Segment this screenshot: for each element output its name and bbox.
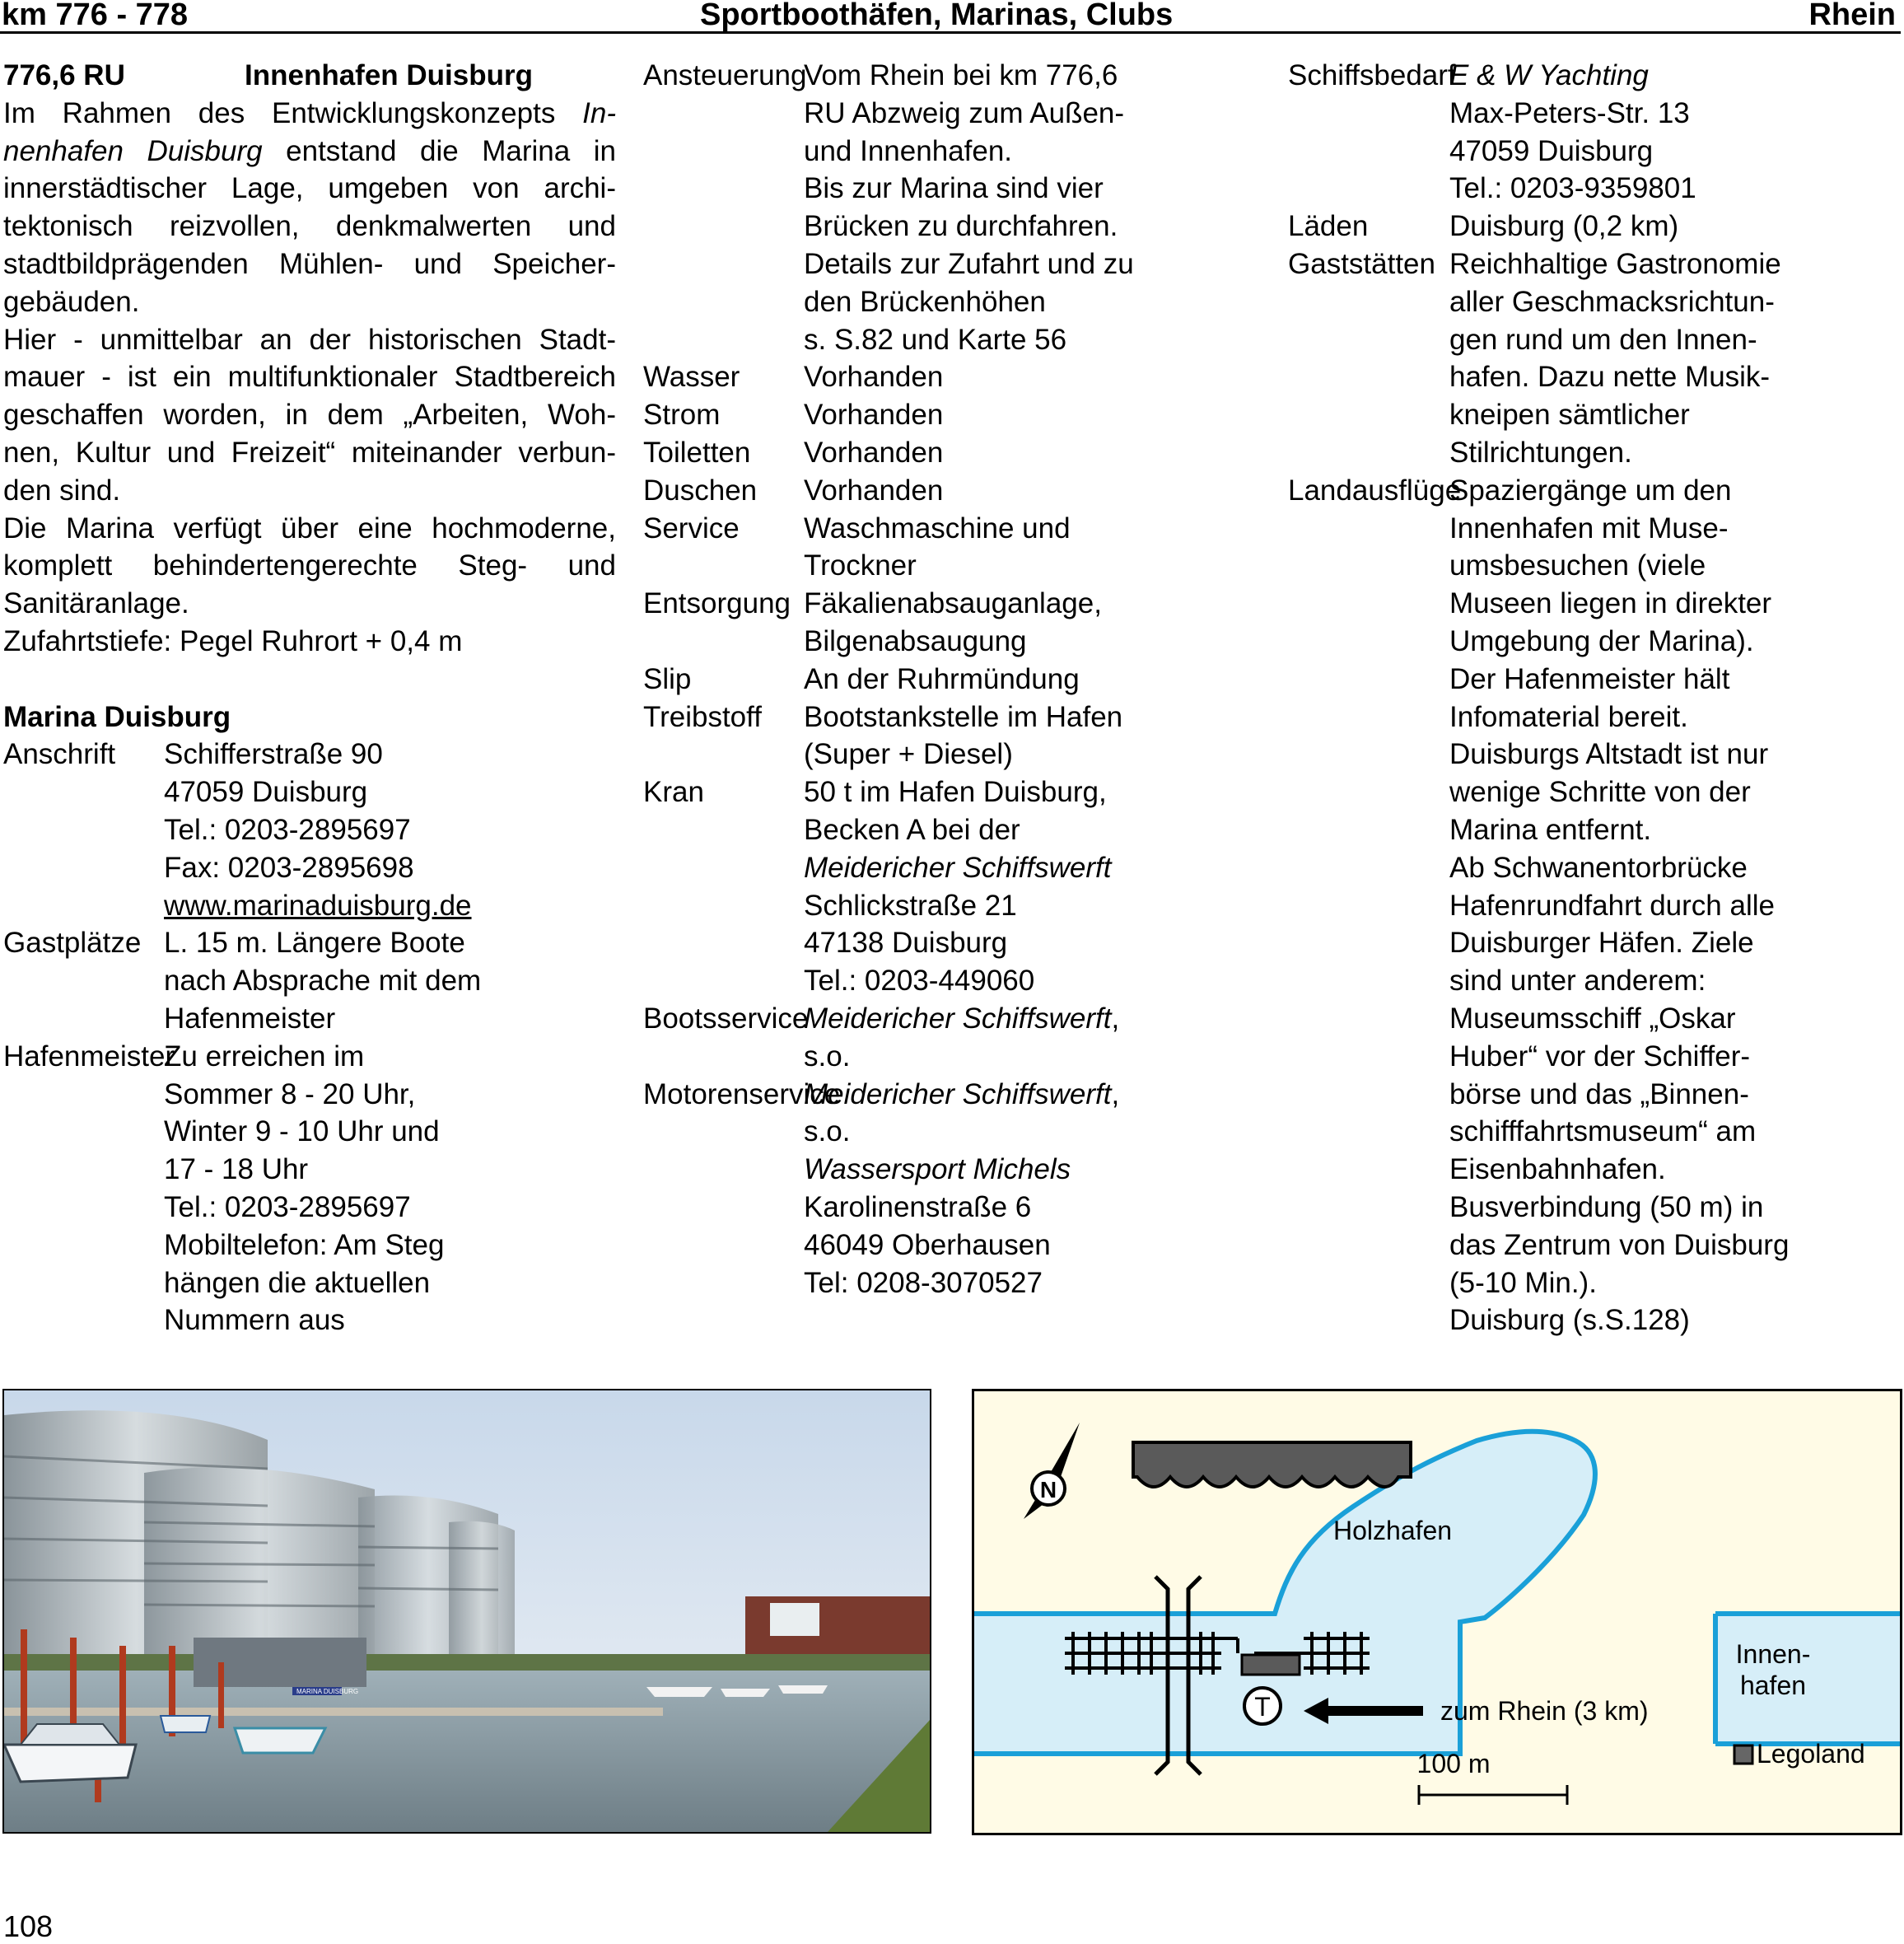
- distant-building: [770, 1603, 819, 1636]
- warehouse-building: [1133, 1442, 1411, 1487]
- value-line: [804, 245, 1134, 283]
- value-text: Vom Rhein bei km 776,6: [804, 59, 1118, 91]
- intro-line: [3, 585, 616, 623]
- office-building-4: [449, 1521, 515, 1662]
- text-run: geschaffen worden, in dem „Arbeiten, Woh-: [3, 399, 616, 432]
- intro-line: [3, 95, 616, 133]
- value-text: Spaziergänge um den: [1449, 474, 1732, 507]
- value-line: [164, 1301, 444, 1339]
- facility-row: [643, 57, 1253, 358]
- facility-label: Slip: [643, 662, 692, 695]
- value-text: schifffahrtsmuseum“ am: [1449, 1115, 1757, 1148]
- value-text: Schlickstraße 21: [804, 889, 1017, 922]
- value-text: E & W Yachting: [1449, 59, 1649, 91]
- value-text: s. S.82 und Karte 56: [804, 323, 1067, 356]
- column-3: [1288, 57, 1904, 1339]
- value-text: Innenhafen mit Muse-: [1449, 512, 1729, 544]
- value-text: Brücken zu durchfahren.: [804, 210, 1118, 243]
- intro-line: [3, 170, 616, 208]
- text-run: Im Rahmen des Entwicklungskonzepts: [3, 96, 583, 129]
- service-label: Gaststätten: [1288, 247, 1435, 280]
- value-line: [804, 661, 1080, 699]
- intro-line: [3, 321, 616, 359]
- value-text: Tel: 0208-3070527: [804, 1266, 1043, 1299]
- value-line: [164, 1113, 444, 1151]
- value-text: Mobiltelefon: Am Steg: [164, 1228, 445, 1261]
- value-line: [804, 962, 1111, 1000]
- value-line: [1449, 95, 1696, 133]
- marina-sign: MARINA DUISBURG: [296, 1688, 359, 1695]
- value-line: [1449, 1227, 1789, 1264]
- value-line: [804, 773, 1111, 811]
- facility-value: [804, 434, 943, 472]
- value-text: Fax: 0203-2895698: [164, 851, 414, 884]
- value-line: [804, 283, 1134, 321]
- value-line: [804, 1076, 1119, 1114]
- facility-row: [643, 510, 1253, 586]
- marina-detail-row: [3, 1038, 616, 1339]
- value-text: Waschmaschine und: [804, 512, 1071, 544]
- value-text: Meidericher Schiffswerft: [804, 1002, 1112, 1035]
- value-line: [804, 547, 1071, 585]
- value-text: s.o.: [804, 1115, 851, 1148]
- value-line: [1449, 472, 1789, 510]
- service-value: [1449, 57, 1696, 208]
- value-line: [164, 1000, 481, 1038]
- pontoon: [4, 1708, 663, 1716]
- value-text: Trockner: [804, 549, 917, 582]
- value-line: [164, 1151, 444, 1189]
- value-text: aller Geschmacksrichtun-: [1449, 285, 1775, 318]
- value-text: Hafenmeister: [164, 1002, 336, 1035]
- marina-title: Innenhafen Duisburg: [245, 59, 533, 91]
- harbour-map: [972, 1389, 1902, 1835]
- value-text: Bilgenabsaugung: [804, 624, 1027, 657]
- value-text: 46049 Oberhausen: [804, 1228, 1051, 1261]
- column-2: [643, 57, 1253, 1301]
- value-text: Duisburger Häfen. Ziele: [1449, 927, 1754, 960]
- value-line: [1449, 283, 1781, 321]
- text-run: gebäuden.: [3, 285, 140, 318]
- value-text: Wassersport Michels: [804, 1153, 1071, 1186]
- intro-line: [3, 358, 616, 396]
- value-text: (Super + Diesel): [804, 738, 1013, 771]
- header-river: Rhein: [1808, 0, 1896, 32]
- intro-line: [3, 434, 616, 472]
- facility-row: [643, 661, 1253, 699]
- marina-detail-value: [164, 1038, 444, 1339]
- value-suffix: ,: [1111, 1002, 1120, 1035]
- value-text: Details zur Zufahrt und zu: [804, 247, 1134, 280]
- value-line: [164, 736, 472, 773]
- facility-value: [804, 699, 1122, 774]
- value-line: [1449, 1000, 1789, 1038]
- value-text: Tel.: 0203-449060: [804, 965, 1035, 998]
- value-line: [1449, 57, 1696, 95]
- value-text: das Zentrum von Duisburg: [1449, 1228, 1790, 1261]
- text-run: Sanitäranlage.: [3, 587, 189, 620]
- facility-label: Wasser: [643, 361, 740, 394]
- marina-detail-label: Anschrift: [3, 738, 116, 771]
- value-line: [804, 736, 1122, 773]
- value-text: Umgebung der Marina).: [1449, 624, 1754, 657]
- marina-detail-row: [3, 924, 616, 1037]
- intro-line: [3, 547, 616, 585]
- value-line: [1449, 358, 1781, 396]
- text-run: innerstädtischer Lage, umgeben von archi-: [3, 172, 616, 205]
- value-line: [164, 811, 472, 849]
- value-text: Duisburg (0,2 km): [1449, 210, 1679, 243]
- value-line: [1449, 661, 1789, 699]
- value-text: 47059 Duisburg: [1449, 134, 1654, 167]
- value-line: [1449, 434, 1781, 472]
- value-line: [164, 1076, 444, 1114]
- value-line: [1449, 849, 1789, 887]
- value-line: [804, 849, 1111, 887]
- km-marker: 776,6 RU: [3, 59, 125, 91]
- value-text: An der Ruhrmündung: [804, 662, 1080, 695]
- value-text: s.o.: [804, 1040, 851, 1072]
- facility-label: Motorenservice: [643, 1077, 841, 1110]
- value-line: [1449, 1301, 1789, 1339]
- value-text: Reichhaltige Gastronomie: [1449, 247, 1781, 280]
- value-line: [804, 95, 1134, 133]
- value-text: hafen. Dazu nette Musik-: [1449, 361, 1771, 394]
- header-km-range: km 776 - 778: [2, 0, 189, 32]
- value-text: Meidericher Schiffswerft: [804, 851, 1112, 884]
- facility-value: [804, 1000, 1119, 1076]
- facility-value: [804, 661, 1080, 699]
- value-line: [804, 1151, 1119, 1189]
- service-label: Landausflüge: [1288, 474, 1462, 507]
- value-text: Eisenbahnhafen.: [1449, 1153, 1666, 1186]
- intro-line: [3, 208, 616, 245]
- marina-photo: [2, 1389, 931, 1834]
- legoland-label: Legoland: [1757, 1739, 1865, 1769]
- service-row: [1288, 57, 1904, 208]
- value-text: Busverbindung (50 m) in: [1449, 1190, 1764, 1223]
- value-text: Ab Schwanentorbrücke: [1449, 851, 1748, 884]
- text-run: Zufahrtstiefe: Pegel Ruhrort + 0,4 m: [3, 624, 463, 657]
- value-text: Bis zur Marina sind vier: [804, 172, 1104, 205]
- value-text: Zu erreichen im: [164, 1040, 365, 1072]
- direction-label: zum Rhein (3 km): [1440, 1696, 1649, 1726]
- value-text: gen rund um den Innen-: [1449, 323, 1757, 356]
- jetties: [1065, 1632, 1370, 1675]
- value-text: Nummern aus: [164, 1304, 345, 1337]
- value-line: [804, 699, 1122, 736]
- value-text: Duisburg (s.S.128): [1449, 1304, 1690, 1337]
- facility-label: Toiletten: [643, 436, 751, 469]
- value-text: Max-Peters-Str. 13: [1449, 96, 1690, 129]
- value-text: Sommer 8 - 20 Uhr,: [164, 1077, 416, 1110]
- value-suffix: ,: [1111, 1077, 1120, 1110]
- text-run: Die Marina verfügt über eine hochmoderne,: [3, 512, 616, 544]
- value-text: Museen liegen in direkter: [1449, 587, 1772, 620]
- value-line: [1449, 245, 1781, 283]
- value-text: Duisburgs Altstadt ist nur: [1449, 738, 1769, 771]
- value-line: [804, 170, 1134, 208]
- value-line[interactable]: [164, 887, 472, 925]
- marina-detail-label: Gastplätze: [3, 927, 142, 960]
- service-value: [1449, 472, 1789, 1339]
- marina-heading: [3, 57, 616, 95]
- service-label: Schiffsbedarf: [1288, 59, 1456, 91]
- value-line: [164, 773, 472, 811]
- value-text: Infomaterial bereit.: [1449, 700, 1688, 733]
- facility-value: [804, 472, 943, 510]
- value-line: [1449, 811, 1789, 849]
- value-text: (5-10 Min.).: [1449, 1266, 1597, 1299]
- value-text: sind unter anderem:: [1449, 965, 1706, 998]
- value-text: 50 t im Hafen Duisburg,: [804, 776, 1107, 809]
- value-text: L. 15 m. Längere Boote: [164, 927, 465, 960]
- facility-label: Strom: [643, 399, 721, 432]
- text-run: Hier - unmittelbar an der historischen Stadt-: [3, 323, 616, 356]
- value-line: [804, 358, 943, 396]
- value-text: Tel.: 0203-9359801: [1449, 172, 1696, 205]
- intro-line: [3, 283, 616, 321]
- facility-value: [804, 57, 1134, 358]
- harbour-water: [4, 1671, 930, 1832]
- value-line: [804, 924, 1111, 962]
- value-line: [1449, 321, 1781, 359]
- value-text: hängen die aktuellen: [164, 1266, 431, 1299]
- marina-detail-row: [3, 736, 616, 924]
- value-text: wenige Schritte von der: [1449, 776, 1751, 809]
- service-row: [1288, 245, 1904, 472]
- value-line: [804, 57, 1134, 95]
- value-line: [1449, 547, 1789, 585]
- facility-row: [643, 434, 1253, 472]
- value-text: und Innenhafen.: [804, 134, 1013, 167]
- facility-row: [643, 472, 1253, 510]
- value-text: Tel.: 0203-2895697: [164, 1190, 411, 1223]
- facility-value: [804, 1076, 1119, 1302]
- facility-label: Bootsservice: [643, 1002, 809, 1035]
- north-arrow-icon: [1024, 1423, 1080, 1519]
- intro-text: [3, 95, 616, 661]
- value-line: [804, 472, 943, 510]
- far-shore: [4, 1654, 930, 1671]
- value-text: kneipen sämtlicher: [1449, 399, 1690, 432]
- fuel-station-label: T: [1254, 1692, 1271, 1722]
- value-text: Becken A bei der: [804, 813, 1020, 846]
- value-text: Vorhanden: [804, 361, 944, 394]
- value-line: [1449, 1264, 1789, 1302]
- facility-value: [804, 585, 1102, 661]
- facility-label: Kran: [643, 776, 704, 809]
- value-line: [804, 1189, 1119, 1227]
- harbour-office-symbol: [1242, 1655, 1300, 1675]
- value-line: [1449, 1189, 1789, 1227]
- value-line: [1449, 1113, 1789, 1151]
- value-line: [804, 1038, 1119, 1076]
- facility-value: [804, 358, 943, 396]
- scale-label: 100 m: [1416, 1749, 1491, 1778]
- value-line: [804, 1227, 1119, 1264]
- marina-detail-value: [164, 736, 472, 924]
- running-header: [0, 0, 1901, 34]
- value-line: [804, 321, 1134, 359]
- value-text: Vorhanden: [804, 474, 944, 507]
- value-line: [1449, 133, 1696, 171]
- value-line: [1449, 585, 1789, 623]
- facility-value: [804, 510, 1071, 586]
- value-line: [1449, 1038, 1789, 1076]
- value-line: [1449, 1151, 1789, 1189]
- value-text: Hafenrundfahrt durch alle: [1449, 889, 1775, 922]
- service-row: [1288, 208, 1904, 245]
- legoland-marker: [1734, 1745, 1752, 1764]
- facility-row: [643, 773, 1253, 1000]
- value-text: börse und das „Binnen-: [1449, 1077, 1749, 1110]
- value-line: [164, 1189, 444, 1227]
- value-text: Bootstankstelle im Hafen: [804, 700, 1123, 733]
- value-text: RU Abzweig zum Außen-: [804, 96, 1125, 129]
- value-text: Fäkalienabsauganlage,: [804, 587, 1102, 620]
- text-run: den sind.: [3, 474, 121, 507]
- value-line: [1449, 1076, 1789, 1114]
- marina-detail-label: Hafenmeister: [3, 1040, 175, 1072]
- value-line: [804, 585, 1102, 623]
- text-run: stadtbildprägenden Mühlen- und Speicher-: [3, 247, 616, 280]
- value-line: [1449, 623, 1789, 661]
- intro-line: [3, 133, 616, 171]
- value-text: Meidericher Schiffswerft: [804, 1077, 1112, 1110]
- value-text: Vorhanden: [804, 399, 944, 432]
- intro-line: [3, 472, 616, 510]
- intro-line: [3, 510, 616, 548]
- value-line: [804, 396, 943, 434]
- value-text: Schifferstraße 90: [164, 738, 383, 771]
- value-text: 17 - 18 Uhr: [164, 1153, 309, 1186]
- value-line: [804, 434, 943, 472]
- value-text: den Brückenhöhen: [804, 285, 1046, 318]
- website-link[interactable]: www.marinaduisburg.de: [164, 889, 472, 922]
- value-text: Huber“ vor der Schiffer-: [1449, 1040, 1751, 1072]
- value-line: [164, 849, 472, 887]
- value-line: [1449, 396, 1781, 434]
- value-line: [1449, 962, 1789, 1000]
- facility-label: Service: [643, 512, 740, 544]
- value-text: Tel.: 0203-2895697: [164, 813, 411, 846]
- value-line: [1449, 208, 1678, 245]
- marina-name: Marina Duisburg: [3, 700, 231, 733]
- scale-bar: [1419, 1785, 1567, 1805]
- text-run: tektonisch reizvollen, denkmalwerten und: [3, 210, 616, 243]
- intro-line: [3, 396, 616, 434]
- intro-line: [3, 245, 616, 283]
- column-1: [3, 57, 616, 1339]
- innenhafen-label-2: hafen: [1739, 1671, 1807, 1700]
- text-run: komplett behindertengerechte Steg- und: [3, 549, 616, 582]
- value-line: [804, 133, 1134, 171]
- holzhafen-label: Holzhafen: [1333, 1516, 1453, 1545]
- value-text: 47138 Duisburg: [804, 927, 1008, 960]
- marina-details: [3, 736, 616, 1339]
- marina-detail-value: [164, 924, 481, 1037]
- facility-label: Entsorgung: [643, 587, 791, 620]
- text-run: In-: [582, 96, 616, 129]
- value-line: [1449, 736, 1789, 773]
- text-run: entstand die Marina in: [262, 134, 616, 167]
- value-line: [804, 887, 1111, 925]
- value-line: [164, 1264, 444, 1302]
- facility-label: Treibstoff: [643, 700, 762, 733]
- value-line: [804, 1113, 1119, 1151]
- value-line: [164, 924, 481, 962]
- value-line: [804, 510, 1071, 548]
- facility-row: [643, 1076, 1253, 1302]
- facility-row: [643, 699, 1253, 774]
- value-line: [804, 623, 1102, 661]
- facility-row: [643, 1000, 1253, 1076]
- value-text: Der Hafenmeister hält: [1449, 662, 1730, 695]
- facility-value: [804, 396, 943, 434]
- value-line: [164, 962, 481, 1000]
- value-line: [804, 1000, 1119, 1038]
- facility-label: Duschen: [643, 474, 758, 507]
- value-line: [1449, 170, 1696, 208]
- value-text: umsbesuchen (viele: [1449, 549, 1706, 582]
- page-number: 108: [3, 1909, 54, 1943]
- facility-label: Ansteuerung: [643, 59, 807, 91]
- header-section-title: Sportboothäfen, Marinas, Clubs: [700, 0, 1174, 32]
- value-line: [164, 1038, 444, 1076]
- value-text: Marina entfernt.: [1449, 813, 1652, 846]
- value-text: Karolinenstraße 6: [804, 1190, 1032, 1223]
- spacer: [3, 661, 616, 699]
- facility-row: [643, 585, 1253, 661]
- service-row: [1288, 472, 1904, 1339]
- value-line: [1449, 510, 1789, 548]
- value-text: Museumsschiff „Oskar: [1449, 1002, 1736, 1035]
- service-label: Läden: [1288, 210, 1369, 243]
- service-value: [1449, 245, 1781, 472]
- text-run: nen, Kultur und Freizeit“ miteinander verbun-: [3, 436, 616, 469]
- value-line: [804, 811, 1111, 849]
- innenhafen-label-1: Innen-: [1735, 1639, 1811, 1669]
- value-line: [1449, 773, 1789, 811]
- value-text: Winter 9 - 10 Uhr und: [164, 1115, 440, 1148]
- intro-line: [3, 623, 616, 661]
- facility-row: [643, 396, 1253, 434]
- value-text: Vorhanden: [804, 436, 944, 469]
- service-value: [1449, 208, 1678, 245]
- facility-value: [804, 773, 1111, 1000]
- value-text: 47059 Duisburg: [164, 776, 368, 809]
- facility-row: [643, 358, 1253, 396]
- value-line: [1449, 887, 1789, 925]
- value-text: nach Absprache mit dem: [164, 965, 482, 998]
- value-line: [804, 208, 1134, 245]
- north-label: N: [1039, 1477, 1057, 1502]
- value-line: [1449, 699, 1789, 736]
- value-text: Stilrichtungen.: [1449, 436, 1632, 469]
- value-line: [164, 1227, 444, 1264]
- value-line: [1449, 924, 1789, 962]
- value-line: [804, 1264, 1119, 1302]
- text-run: mauer - ist ein multifunktionaler Stadtbereich: [3, 361, 616, 394]
- text-run: nenhafen Duisburg: [3, 134, 263, 167]
